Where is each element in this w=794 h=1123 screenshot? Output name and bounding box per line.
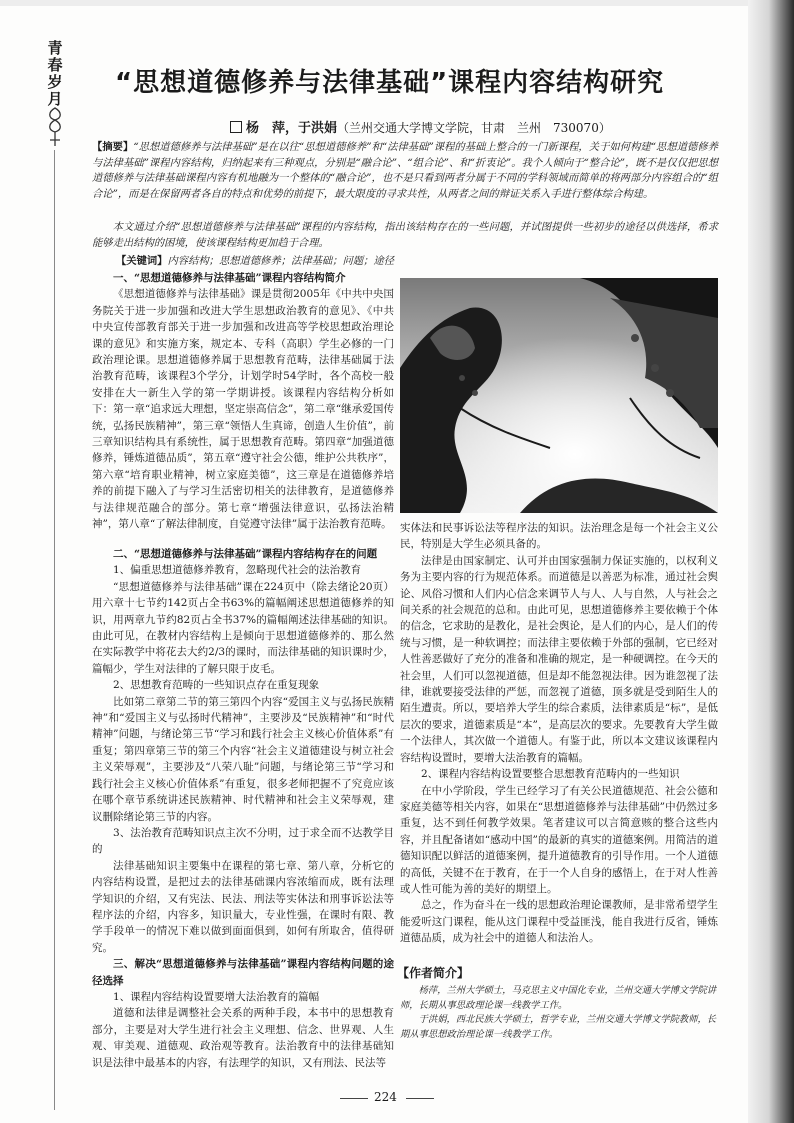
author-bio-2: 于洪娟，西北民族大学硕士，哲学专业，兰州交通大学博文学院教师，长期从事思想政治理论课一线教学工作。 — [400, 1014, 717, 1040]
author-bio-1: 杨萍，兰州大学硕士，马克思主义中国化专业，兰州交通大学博文学院讲师，长期从事思政理论课一线教学工作。 — [400, 985, 717, 1011]
paragraph: 法律是由国家制定、认可并由国家强制力保证实施的，以权利义务为主要内容的行为规范体系。而道德是以善恶为标准，通过社会舆论、风俗习惯和人们内心信念来调节人与人、人与自然，人与社会之间关系的社会规范的总和。由此可见，思想道德修养主要依赖于个体的信念，它求助的是教化，是社会舆论，是人们的内心，是人们的传统与习惯，是一种软调控；而法律主要依赖于外部的强制，它已经对人性善恶做好了充分的准备和准确的规定，是一种硬调控。在今天的社会里，人们可以忽视道德，但是却不能忽视法律。因为谁忽视了法律，谁就要接受法律的严惩，而忽视了道德，顶多就是受到陌生人的陌生遭责。所以，要培养大学生的综合素质，法律素质是“标”，是低层次的要求，道德素质是“本”，是高层次的要求。先要教育大学生做一个法律人，其次做一个道德人。有鉴于此，所以本文建议该课程内容结构设置时，要增大法治教育的篇幅。 — [400, 554, 718, 764]
abstract-text: “思想道德修养与法律基础”是在以往“思想道德修养”和“法律基础”课程的基础上整合的一门新课程，关于如何构建“思想道德修养与法律基础”课程内容结构，归纳起来有三种观点，分别是“融合论”、“组合论”、和“折衷论”。我个人倾向于“整合论”，既不是仅仅把思想道德修养与法律基础课程内容有机地融为一个整体的“融合论”，也不是只看到两者分属于不同的学科领域而简单的将两部分内容组合的“组合论”，而是在保留两者各自的特点和优势的前提下，最大限度的寻求共性，从两者之间的辩证关系入手进行整体综合构建。 — [92, 141, 719, 200]
author-bio — [400, 984, 718, 1042]
page-number-rule-left — [340, 1098, 368, 1099]
paragraph: 法律基础知识主要集中在课程的第七章、第八章，分析它的内容结构设置，是把过去的法律基础课内容浓缩而成，既有法理学知识的介绍，又有宪法、民法、刑法等实体法和刑事诉讼法等程序法的介绍，内容多，知识量大，专业性强，在课时有限、教学手段单一的情况下难以做到面面俱到，如何有所取舍，值得研究。 — [92, 859, 394, 954]
abstract — [92, 140, 718, 202]
section-heading: 1、课程内容结构设置要增大法治教育的篇幅 — [113, 990, 320, 1003]
page-number: 224 — [374, 1090, 397, 1104]
paragraph: 比如第二章第二节的第三第四个内容“爱国主义与弘扬民族精神”和“爱国主义与弘扬时代精神”，主要涉及“民族精神”和“时代精神”问题，与绪论第三节“学习和践行社会主义核心价值体系”有重复；第四章第三节的第三个内容“社会主义道德建设与树立社会主义荣辱观”，主要涉及“八荣八耻”问题，与绪论第三节“学习和践行社会主义核心价值体系”有重复，很多老师把握不了究竟应该在哪个章节系统讲述民族精神、时代精神和社会主义荣辱观，建议删除绪论第三节的内容。 — [92, 695, 394, 823]
article-title: “思想道德修养与法律基础”课程内容结构研究 — [115, 68, 665, 98]
left-column-bottom — [92, 546, 394, 1071]
section-heading: 2、思想教育范畴的一些知识点存在重复现象 — [113, 679, 320, 692]
paragraph: 实体法和民事诉讼法等程序法的知识。法治理念是每一个社会主义公民，特别是大学生必须具备的。 — [400, 522, 718, 551]
paragraph: 道德和法律是调整社会关系的两种手段，本书中的思想教育部分，主要是对大学生进行社会主义理想、信念、世界观、人生观、审美观、道德观、政治观等教育。法治教育中的法律基础知识是法律中最基本的内容，有法理学的知识，又有刑法、民法等 — [92, 1007, 394, 1069]
section-heading: 二、“思想道德修养与法律基础”课程内容结构存在的问题 — [113, 548, 378, 560]
paragraph: 在中小学阶段，学生已经学习了有关公民道德规范、社会公德和家庭美德等相关内容，如果在“思想道德修养与法律基础”中仍然过多重复，达不到任何教学效果。笔者建议可以言简意赅的整合这些内容，并且配备诸如“感动中国”的最新的真实的道德案例。用简洁的道德知识配以鲜活的道德案例，提升道德教育的引导作用。一个人道德的高低，关键不在于教育，在于一个人自身的感悟上，在于对人性善或人性可能为善的美好的期望上。 — [400, 784, 718, 895]
paragraph: “思想道德修养与法律基础”课在224页中（除去绪论20页）用六章十七节约142页占全书63%的篇幅阐述思想道德修养的知识，用两章九节约82页占全书37%的篇幅阐述法律基础的知识。由此可见，在教材内容结构上是倾向于思想道德修养的、那么然在实际教学中将花去大约2/3的课时，而法律基础的知识课时少，篇幅少，学生对法律的了解只限于皮毛。 — [92, 580, 394, 675]
keywords-text: 内容结构；思想道德修养；法律基础；问题；途径 — [167, 255, 395, 267]
decorative-knot-icon — [45, 106, 65, 148]
column-tag: 青春岁月 — [47, 39, 63, 108]
section-heading: 2、课程内容结构设置要整合思想教育范畴内的一些知识 — [421, 768, 680, 781]
affiliation: （兰州交通大学博文学院，甘肃 兰州 730070） — [337, 121, 611, 135]
paragraph: 总之，作为奋斗在一线的思想政治理论课教师，是非常希望学生能爱听这门课程，能从这门课程中受益匪浅，能自我进行反省，锤炼道德品质，成为社会中的道德人和法治人。 — [400, 899, 718, 945]
keywords — [116, 252, 716, 267]
abstract-paragraph-2: 本文通过介绍“思想道德修养与法律基础”课程的内容结构，指出该结构存在的一些问题，并试图提供一些初步的途径以供选择，希求能够走出结构的困境，使该课程结构更加趋于合理。 — [92, 221, 718, 249]
paragraph: 《思想道德修养与法律基础》课是贯彻2005年《中共中央国务院关于进一步加强和改进大学生思想政治教育的意见》、《中共中央宣传部教育部关于进一步加强和改进高等学校思想政治理论课的意见》和实施方案，规定本、专科（高职）学生必修的一门政治理论课。思想道德修养属于思想教育范畴，法律基础属于法治教育范畴，该课程3个学分，计划学时54学时，各个高校一般安排在大一新生入学的第一学期讲授。该课程内容结构分析如下：第一章“追求远大理想，坚定崇高信念”，第二章“继承爱国传统，弘扬民族精神”，第三章“领悟人生真谛，创造人生价值”，前三章知识结构具有系统性，属于思想教育范畴。第四章“加强道德修养，锤炼道德品质”，第五章“遵守社会公德，维护公共秩序”，第六章“培育职业精神，树立家庭美德”，这三章是在道德修养培养的前提下融入了与学习生活密切相关的法律教育，是道德修养与法律规范融合的部分。第七章“增强法律意识，弘扬法治精神”，第八章“了解法律制度，自觉遵守法律”属于法治教育范畴。 — [92, 288, 394, 531]
byline-box-icon — [230, 121, 242, 133]
scan-shadow-right — [748, 0, 794, 1123]
page-number-rule-right — [406, 1098, 434, 1099]
author-bio-title: 【作者简介】 — [397, 966, 470, 980]
left-column-top — [92, 270, 394, 533]
byline — [230, 117, 611, 136]
abstract-label: 【摘要】 — [92, 141, 134, 153]
dragon-sculpture-photo — [400, 278, 718, 513]
authors: 杨 萍，于洪娟 — [246, 121, 338, 136]
section-heading: 三、解决“思想道德修养与法律基础”课程内容结构问题的途径选择 — [92, 958, 394, 987]
section-heading: 3、法治教育范畴知识点主次不分明，过于求全而不达教学目的 — [92, 826, 394, 856]
scan-border-top — [0, 0, 794, 6]
right-column — [400, 520, 718, 947]
section-heading: 1、偏重思想道德修养教育，忽略现代社会的法治教育 — [113, 564, 362, 577]
section-heading: 一、“思想道德修养与法律基础”课程内容结构简介 — [113, 272, 346, 284]
margin-rule — [54, 150, 55, 1110]
keywords-label: 【关键词】 — [116, 255, 168, 267]
